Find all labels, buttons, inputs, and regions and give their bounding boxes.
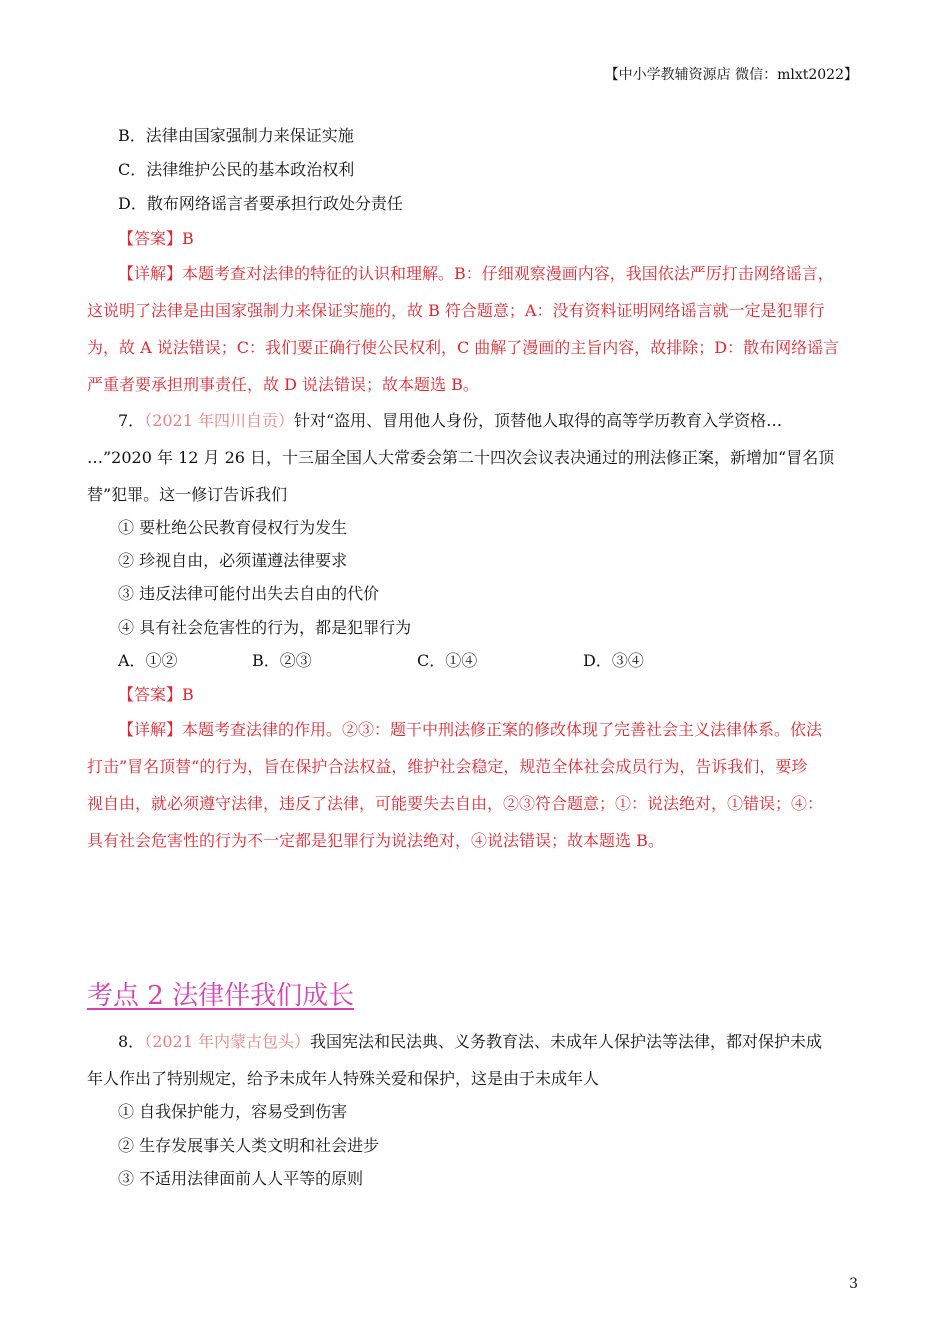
q7-choice-d: D．③④ <box>583 651 644 670</box>
q6-detail-text-1: 本题考查对法律的特征的认识和理解。B：仔细观察漫画内容，我国依法严厉打击网络谣言， <box>182 264 834 283</box>
q7-answer-tag: 【答案】 <box>118 685 183 704</box>
q6-answer-tag: 【答案】 <box>118 229 183 248</box>
q6-answer-value: B <box>182 229 194 248</box>
q7-answer-value: B <box>182 685 194 704</box>
q7-stem-line-2: …”2020 年 12 月 26 日，十三届全国人大常委会第二十四次会议表决通过的刑法修正案，新增加“冒名顶 <box>87 448 835 467</box>
q7-source: （2021 年四川自贡） <box>144 411 294 430</box>
q7-stem-text-1: 针对“盗用、冒用他人身份，顶替他人取得的高等学历教育入学资格… <box>294 411 783 430</box>
q7-choice-a: A．①② <box>118 651 178 670</box>
q8-item-1: ① 自我保护能力，容易受到伤害 <box>118 1102 348 1121</box>
q7-item-1: ① 要杜绝公民教育侵权行为发生 <box>118 518 348 537</box>
q7-detail-text-1: 本题考查法律的作用。②③：题干中刑法修正案的修改体现了完善社会主义法律体系。依法 <box>182 720 823 739</box>
q7-answer <box>118 685 194 705</box>
q6-option-c: C．法律维护公民的基本政治权利 <box>118 160 355 179</box>
q6-detail-tag: 【详解】 <box>118 264 183 283</box>
q8-stem-text-1: 我国宪法和民法典、义务教育法、未成年人保护法等法律，都对保护未成 <box>310 1032 823 1051</box>
q7-choices <box>0 651 950 671</box>
q7-item-3: ③ 违反法律可能付出失去自由的代价 <box>118 584 380 603</box>
q7-choice-c: C．①④ <box>417 651 478 670</box>
q6-detail-line-2: 这说明了法律是由国家强制力来保证实施的，故 B 符合题意；A：没有资料证明网络谣言就一定是犯罪行 <box>87 301 825 320</box>
q6-option-b: B．法律由国家强制力来保证实施 <box>118 126 354 145</box>
q6-detail-line-3: 为，故 A 说法错误；C：我们要正确行使公民权利，C 曲解了漫画的主旨内容，故排除；D：散布网络谣言 <box>87 338 840 357</box>
page-number: 3 <box>849 1276 858 1292</box>
q7-detail-tag: 【详解】 <box>118 720 183 739</box>
q8-item-3: ③ 不适用法律面前人人平等的原则 <box>118 1169 364 1188</box>
q7-detail-line-4: 具有社会危害性的行为不一定都是犯罪行为说法绝对，④说法错误；故本题选 B。 <box>87 831 664 850</box>
q7-detail-line-2: 打击”冒名顶替“的行为，旨在保护合法权益，维护社会稳定，规范全体社会成员行为，告诉我们，要珍 <box>87 757 808 776</box>
q6-detail-line-1 <box>118 264 834 284</box>
q7-stem-line-3: 替”犯罪。这一修订告诉我们 <box>87 485 288 504</box>
q7-choice-b: B．②③ <box>252 651 312 670</box>
q8-number: 8． <box>118 1032 145 1051</box>
q7-item-4: ④ 具有社会危害性的行为，都是犯罪行为 <box>118 618 412 637</box>
section-heading: 考点 2 法律伴我们成长 <box>87 981 355 1011</box>
q7-detail-line-1 <box>118 720 822 740</box>
q6-answer <box>118 229 194 249</box>
q7-stem-line-1 <box>118 411 782 431</box>
page-header: 【中小学教辅资源店 微信：mlxt2022】 <box>604 67 858 83</box>
q7-detail-line-3: 视自由，就必须遵守法律，违反了法律，可能要失去自由，②③符合题意；①：说法绝对，①错误；④： <box>87 794 824 813</box>
q8-stem-line-2: 年人作出了特别规定，给予未成年人特殊关爱和保护，这是由于未成年人 <box>87 1069 600 1088</box>
q8-item-2: ② 生存发展事关人类文明和社会进步 <box>118 1136 380 1155</box>
q8-source: （2021 年内蒙古包头） <box>144 1032 310 1051</box>
q6-option-d: D．散布网络谣言者要承担行政处分责任 <box>118 194 403 213</box>
q7-item-2: ② 珍视自由，必须谨遵法律要求 <box>118 551 348 570</box>
q8-stem-line-1 <box>118 1032 822 1052</box>
q6-detail-line-4: 严重者要承担刑事责任，故 D 说法错误；故本题选 B。 <box>87 375 479 394</box>
q7-number: 7． <box>118 411 145 430</box>
